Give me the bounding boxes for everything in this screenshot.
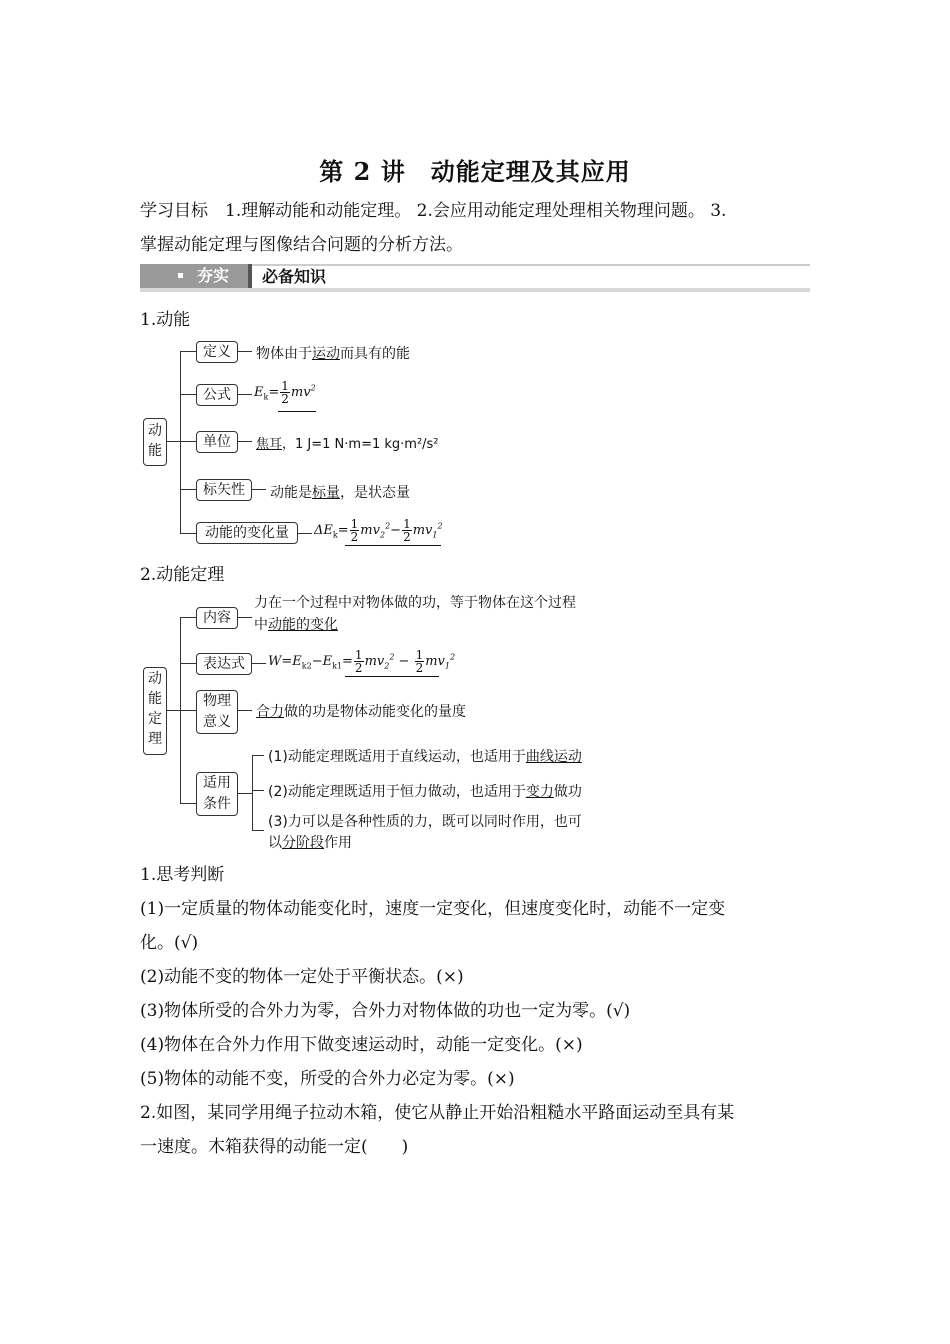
connector bbox=[180, 803, 196, 804]
judge-q3: (3)物体所受的合外力为零，合外力对物体做的功也一定为零。(√) bbox=[140, 1001, 631, 1021]
unit-text: 焦耳，1 J=1 N·m=1 kg·m²/s² bbox=[256, 437, 439, 452]
meaning-label: 物理意义 bbox=[203, 693, 231, 730]
connector bbox=[180, 617, 196, 618]
judge-q4: (4)物体在合外力作用下做变速运动时，动能一定变化。(×) bbox=[140, 1035, 583, 1055]
connector bbox=[180, 663, 196, 664]
connector bbox=[252, 755, 264, 756]
connector bbox=[252, 830, 264, 831]
section-banner bbox=[140, 264, 810, 292]
connector bbox=[238, 351, 252, 352]
connector bbox=[180, 441, 196, 442]
section1-heading: 1.动能 bbox=[140, 310, 191, 330]
mindmap2-item-conditions bbox=[196, 772, 238, 816]
connector bbox=[238, 394, 252, 395]
page-title: 第 2 讲 动能定理及其应用 bbox=[319, 157, 631, 186]
banner-left bbox=[140, 264, 248, 288]
judge-q1-line2: 化。(√) bbox=[140, 933, 199, 953]
connector bbox=[180, 394, 196, 395]
connector bbox=[180, 489, 196, 490]
connector bbox=[252, 489, 266, 490]
judge-section bbox=[140, 858, 812, 1164]
mindmap2-item-content: 内容 bbox=[196, 607, 238, 629]
connector bbox=[252, 790, 264, 791]
mindmap1-item-definition: 定义 bbox=[196, 341, 238, 363]
connector bbox=[180, 351, 196, 352]
objectives-line-2: 掌握动能定理与图像结合问题的分析方法。 bbox=[140, 235, 463, 255]
judge-q5: (5)物体的动能不变，所受的合外力必定为零。(×) bbox=[140, 1069, 515, 1089]
mindmap2-item-meaning bbox=[196, 690, 238, 734]
mindmap1-root bbox=[143, 418, 167, 466]
learning-objectives bbox=[140, 194, 812, 262]
question2-line1: 2.如图，某同学用绳子拉动木箱，使它从静止开始沿粗糙水平路面运动至具有某 bbox=[140, 1103, 735, 1123]
connector bbox=[180, 533, 196, 534]
mindmap2-root bbox=[143, 667, 167, 755]
formula-underline bbox=[345, 545, 441, 546]
connector bbox=[298, 533, 312, 534]
connector bbox=[252, 663, 266, 664]
section2-heading: 2.动能定理 bbox=[140, 565, 225, 585]
delta-ek-formula: $\Delta E_k=$ $\frac{1}{2}$ $mv_2^2-$ $\frac{1}{2}$ $mv_1^2$ bbox=[314, 517, 443, 544]
mindmap1-item-formula: 公式 bbox=[196, 384, 238, 406]
bullet-icon bbox=[178, 273, 183, 278]
connector bbox=[166, 710, 180, 711]
kinetic-energy-formula: $E_k=$ $\frac{1}{2}$ $mv^2$ bbox=[254, 379, 316, 406]
connector bbox=[166, 441, 180, 442]
question2-line2: 一速度。木箱获得的动能一定( ) bbox=[140, 1137, 409, 1157]
judge-heading: 1.思考判断 bbox=[140, 865, 225, 885]
formula-underline bbox=[345, 676, 439, 677]
mindmap2-item-expression: 表达式 bbox=[196, 653, 252, 675]
connector bbox=[238, 617, 252, 618]
connector bbox=[238, 710, 252, 711]
objectives-line-1: 学习目标 1.理解动能和动能定理。 2.会应用动能定理处理相关物理问题。 3. bbox=[140, 201, 727, 221]
meaning-text: 合力做的功是物体动能变化的量度 bbox=[256, 704, 466, 720]
formula-underline bbox=[278, 411, 316, 412]
mindmap2-root-label: 动能定理 bbox=[148, 671, 162, 747]
banner-right: 必备知识 bbox=[252, 264, 810, 290]
judge-q1-line1: (1)一定质量的物体动能变化时，速度一定变化，但速度变化时，动能不一定变 bbox=[140, 899, 726, 919]
connector bbox=[238, 441, 252, 442]
mindmap1-root-label: 动能 bbox=[148, 423, 162, 459]
definition-text: 物体由于运动而具有的能 bbox=[256, 346, 410, 362]
connector bbox=[238, 793, 252, 794]
connector bbox=[180, 710, 196, 711]
condition-1: (1)动能定理既适用于直线运动，也适用于曲线运动 bbox=[268, 749, 582, 765]
banner-shadow bbox=[140, 288, 810, 292]
banner-left-label: 夯实 bbox=[197, 266, 230, 285]
conditions-label: 适用条件 bbox=[203, 775, 231, 812]
scalar-text: 动能是标量，是状态量 bbox=[270, 485, 410, 501]
mindmap1-item-change: 动能的变化量 bbox=[196, 522, 298, 544]
connector bbox=[252, 755, 253, 831]
condition-3: (3)力可以是各种性质的力，既可以同时作用，也可 以分阶段作用 bbox=[268, 814, 582, 851]
mindmap1-item-unit: 单位 bbox=[196, 431, 238, 453]
theorem-formula: $W=E_{k2}-E_{k1}=$ $\frac{1}{2}$ $mv_2^2$ − $\frac{1}{2}$ $mv_1^2$ bbox=[268, 648, 456, 675]
condition-2: (2)动能定理既适用于恒力做动，也适用于变力做功 bbox=[268, 784, 582, 800]
judge-q2: (2)动能不变的物体一定处于平衡状态。(×) bbox=[140, 967, 464, 987]
mindmap1-item-scalar: 标矢性 bbox=[196, 479, 252, 501]
content-text: 力在一个过程中对物体做的功，等于物体在这个过程 中动能的变化 bbox=[254, 595, 576, 633]
